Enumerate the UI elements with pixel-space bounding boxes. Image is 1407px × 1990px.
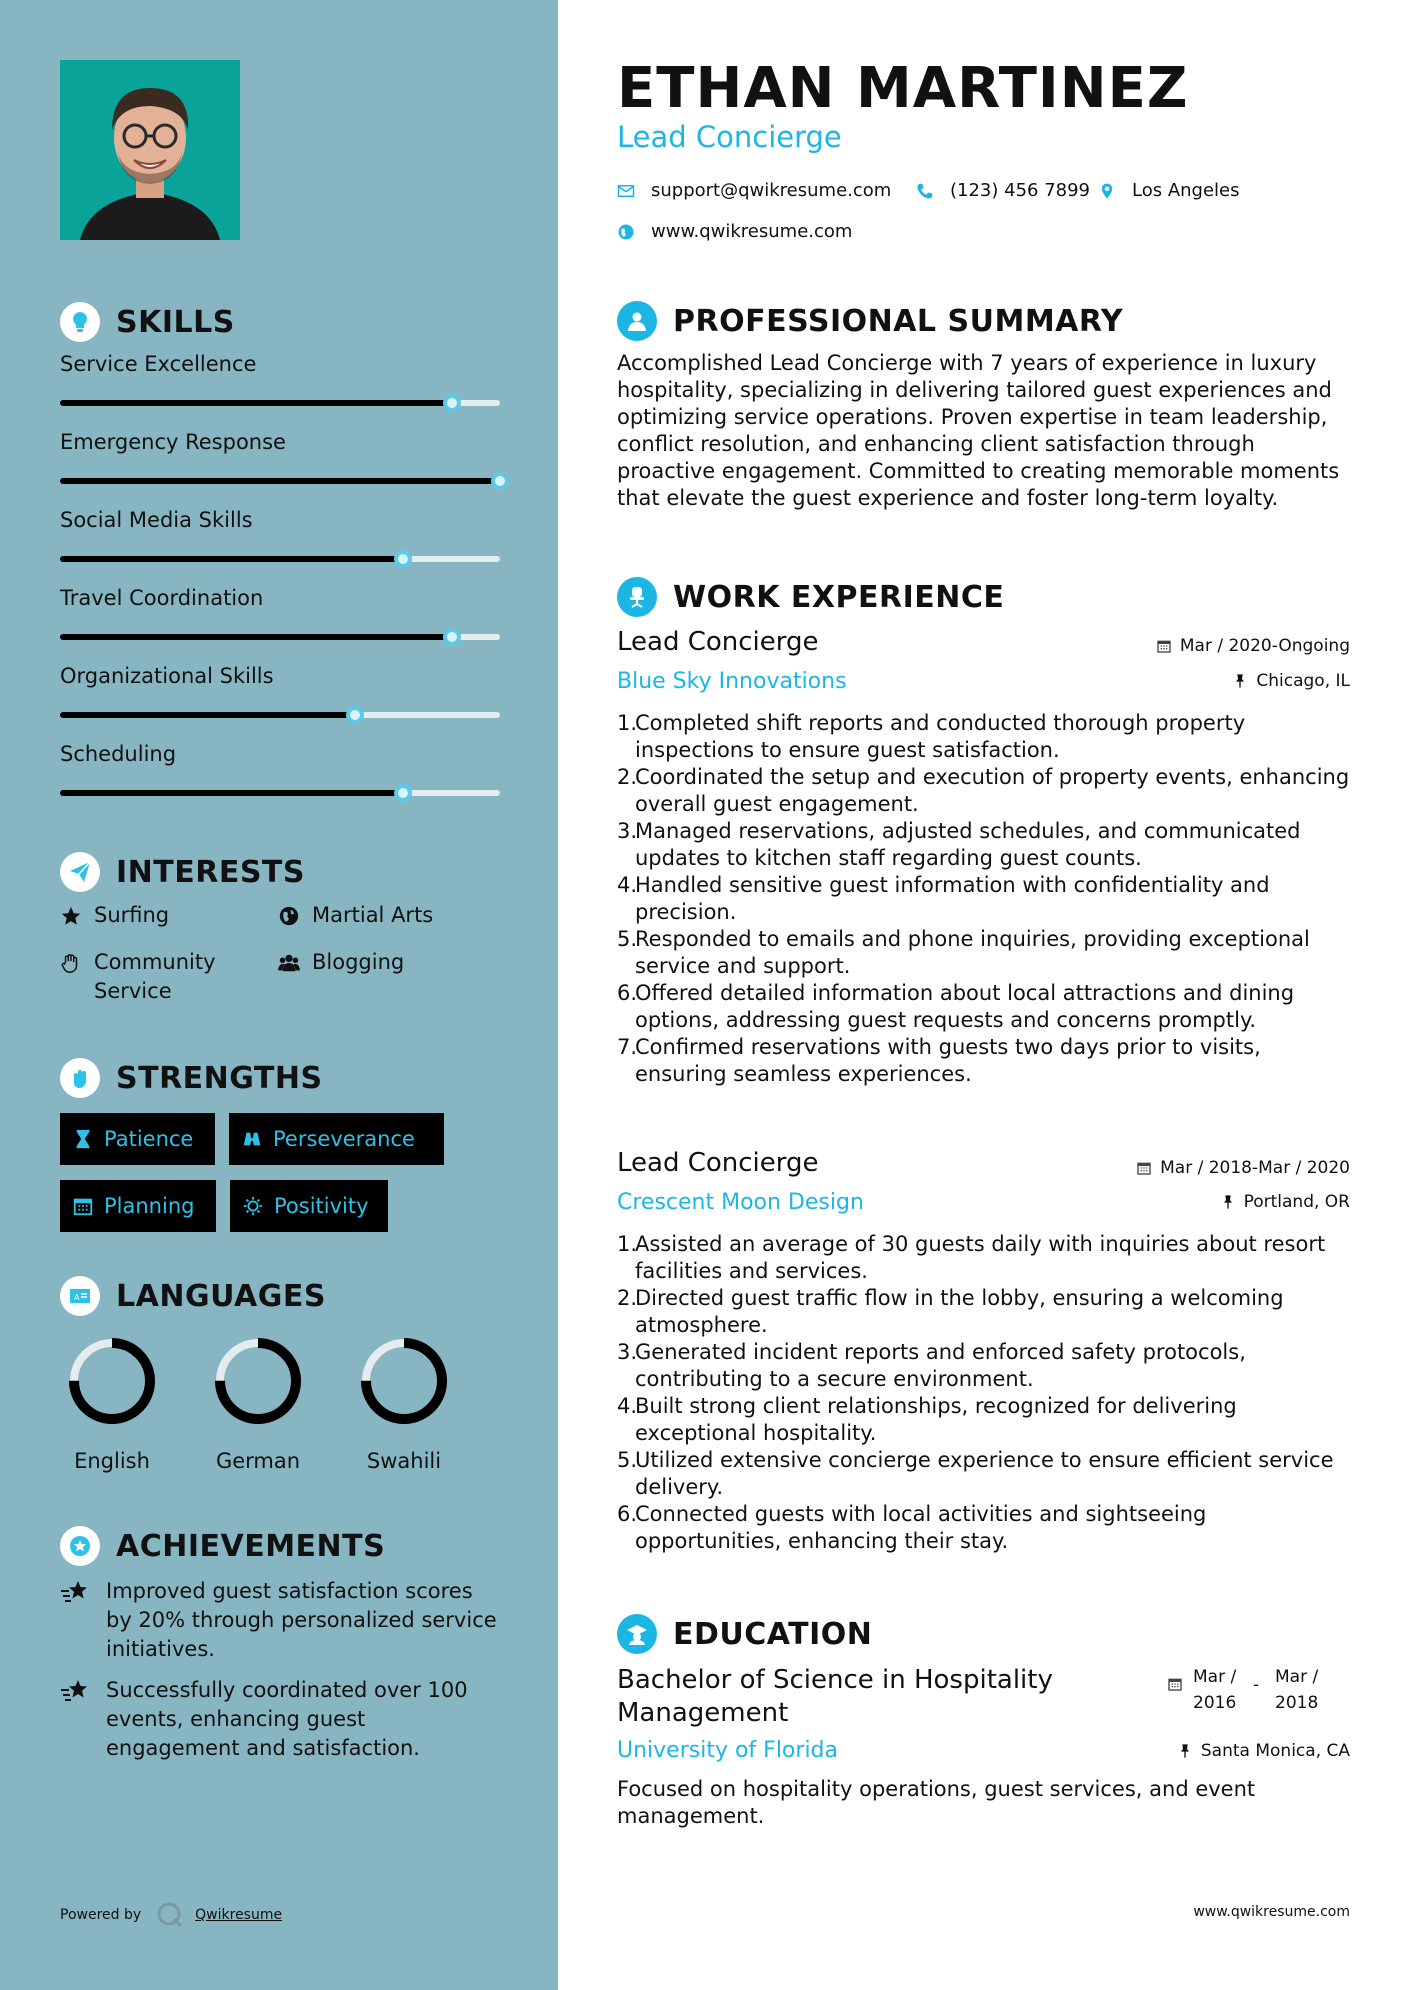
skill-knob (443, 628, 461, 646)
email-text: support@qwikresume.com (651, 180, 892, 201)
skill-item (60, 430, 500, 454)
interest-item (278, 950, 404, 974)
education-description: Focused on hospitality operations, guest services, and event management. (617, 1777, 1256, 1828)
experience-heading (617, 577, 1004, 617)
job-dates (1156, 636, 1350, 656)
education-school: University of Florida (617, 1738, 838, 1763)
achievement-item (60, 1577, 500, 1664)
achievement-text: Successfully coordinated over 100 events, enhancing guest engagement and satisfaction. (106, 1678, 468, 1760)
job-location-text: Portland, OR (1243, 1192, 1350, 1212)
strength-tag (229, 1113, 444, 1165)
calendar-icon (1167, 1676, 1183, 1692)
job-location-text: Chicago, IL (1256, 671, 1350, 691)
list-item: 1. Completed shift reports and conducted thorough property inspections to ensure guest satisfaction. (617, 711, 1246, 762)
globe-icon (617, 223, 635, 241)
list-item: 2. Coordinated the setup and execution of property events, enhancing overall guest engagement. (617, 765, 1350, 816)
envelope-icon (617, 182, 635, 200)
strength-label: Patience (104, 1127, 194, 1151)
job-dates-text: Mar / 2020-Ongoing (1179, 636, 1350, 656)
job-location (1220, 1192, 1350, 1212)
list-item: 4. Handled sensitive guest information with confidentiality and precision. (617, 873, 1270, 924)
contact-email[interactable] (617, 180, 891, 201)
job-dates-text: Mar / 2018-Mar / 2020 (1160, 1158, 1350, 1178)
list-item: 6. Connected guests with local activities and sightseeing opportunities, enhancing their stay. (617, 1502, 1207, 1553)
job-dates (1136, 1158, 1350, 1178)
interests-heading (60, 852, 305, 892)
language-item (203, 1335, 313, 1473)
interest-label: Surfing (94, 903, 170, 927)
sidebar (0, 0, 558, 1990)
footer-url[interactable]: www.qwikresume.com (1193, 1904, 1350, 1920)
language-ring (358, 1335, 450, 1427)
education-start: Mar / 2016 (1193, 1667, 1237, 1713)
binoculars-icon (241, 1128, 263, 1150)
skill-name: Organizational Skills (60, 664, 274, 688)
languages-title: LANGUAGES (116, 1278, 326, 1314)
education-location-text: Santa Monica, CA (1200, 1741, 1350, 1761)
strength-tag (60, 1113, 215, 1165)
experience-title: WORK EXPERIENCE (673, 579, 1005, 615)
office-chair-icon (617, 577, 657, 617)
skill-knob (394, 550, 412, 568)
languages-heading (60, 1276, 326, 1316)
education-location (1177, 1741, 1350, 1761)
powered-by (60, 1900, 282, 1930)
skill-bar (60, 478, 500, 484)
star-icon (60, 905, 82, 927)
fist-icon (60, 1058, 100, 1098)
strength-tag (60, 1180, 216, 1232)
job-company: Crescent Moon Design (617, 1190, 864, 1215)
job-company: Blue Sky Innovations (617, 669, 847, 694)
main-content (617, 0, 1350, 1990)
skill-item (60, 352, 500, 376)
profile-photo (60, 60, 240, 240)
interest-label: Blogging (312, 950, 405, 974)
location-text: Los Angeles (1132, 180, 1240, 201)
education-degree: Bachelor of Science in Hospitality Management (617, 1665, 1053, 1728)
job-title: Lead Concierge (617, 627, 819, 657)
education-end: Mar / 2018 (1275, 1667, 1319, 1713)
job-location (1232, 671, 1350, 691)
strength-tag (230, 1180, 388, 1232)
list-item: 6. Offered detailed information about local attractions and dining options, addressing guest requests and concerns promptly. (617, 981, 1295, 1032)
interest-label: Community Service (94, 950, 216, 1003)
hand-icon (60, 952, 82, 974)
strength-label: Perseverance (273, 1127, 415, 1151)
skill-bar (60, 712, 500, 718)
shooting-star-icon (60, 1579, 90, 1605)
qwikresume-logo-icon (155, 1900, 185, 1930)
language-name: English (74, 1449, 150, 1473)
language-item (57, 1335, 167, 1473)
svg-text:A: A (74, 1293, 80, 1302)
graduate-icon (617, 1614, 657, 1654)
brand-link[interactable]: Qwikresume (195, 1907, 283, 1923)
skill-knob (443, 394, 461, 412)
summary-title: PROFESSIONAL SUMMARY (673, 303, 1124, 339)
group-icon (278, 952, 300, 974)
map-pin-icon (1098, 182, 1116, 200)
date-separator: - (1253, 1675, 1260, 1695)
skill-name: Service Excellence (60, 352, 257, 376)
phone-text: (123) 456 7899 (950, 180, 1091, 201)
skill-name: Emergency Response (60, 430, 286, 454)
list-item: 3. Managed reservations, adjusted schedules, and communicated updates to kitchen staff regarding guest counts. (617, 819, 1301, 870)
calendar-icon (1156, 638, 1172, 654)
interest-item (60, 950, 260, 1006)
skill-knob (346, 706, 364, 724)
list-item: 5. Responded to emails and phone inquiries, providing exceptional service and support. (617, 927, 1310, 978)
interest-label: Martial Arts (312, 903, 434, 927)
language-name: German (215, 1449, 301, 1473)
achievement-item (60, 1676, 500, 1763)
website-text: www.qwikresume.com (651, 221, 853, 242)
achievements-title: ACHIEVEMENTS (116, 1528, 386, 1564)
language-ring (66, 1335, 158, 1427)
contact-phone[interactable] (916, 180, 1090, 201)
skill-item (60, 508, 500, 532)
strength-label: Positivity (274, 1194, 369, 1218)
list-item: 5. Utilized extensive concierge experience to ensure efficient service delivery. (617, 1448, 1334, 1499)
pushpin-icon (1177, 1743, 1193, 1759)
summary-heading (617, 301, 1123, 341)
contact-website[interactable] (617, 221, 852, 242)
user-icon (617, 301, 657, 341)
shooting-star-icon (60, 1678, 90, 1704)
lightbulb-icon (60, 302, 100, 342)
education-title: EDUCATION (673, 1616, 873, 1652)
paper-plane-icon (60, 852, 100, 892)
interest-item (60, 903, 169, 927)
sun-icon (242, 1195, 264, 1217)
language-ring (212, 1335, 304, 1427)
language-item (349, 1335, 459, 1473)
skill-item (60, 586, 500, 610)
pushpin-icon (1220, 1194, 1236, 1210)
job-duties (617, 710, 1350, 1088)
education-dates (1167, 1664, 1335, 1716)
list-item: 7. Confirmed reservations with guests two days prior to visits, ensuring seamless experiences. (617, 1035, 1261, 1086)
candidate-role: Lead Concierge (617, 120, 842, 154)
skill-knob (394, 784, 412, 802)
list-item: 1. Assisted an average of 30 guests daily with inquiries about resort facilities and services. (617, 1232, 1326, 1283)
skill-knob (491, 472, 509, 490)
interest-item (278, 903, 433, 927)
achievements-heading (60, 1526, 385, 1566)
contact-location (1098, 180, 1240, 201)
calendar-icon (72, 1195, 94, 1217)
achievement-text: Improved guest satisfaction scores by 20% through personalized service initiatives. (106, 1579, 497, 1661)
skill-name: Social Media Skills (60, 508, 253, 532)
job-title: Lead Concierge (617, 1148, 819, 1178)
skill-bar (60, 556, 500, 562)
globe-icon (278, 905, 300, 927)
strengths-heading (60, 1058, 323, 1098)
job-duties (617, 1231, 1350, 1555)
list-item: 2. Directed guest traffic flow in the lobby, ensuring a welcoming atmosphere. (617, 1286, 1284, 1337)
skills-title: SKILLS (116, 304, 235, 340)
candidate-name: ETHAN MARTINEZ (617, 56, 1189, 121)
skill-name: Travel Coordination (60, 586, 264, 610)
strengths-title: STRENGTHS (116, 1060, 323, 1096)
hourglass-icon (72, 1128, 94, 1150)
education-heading (617, 1614, 872, 1654)
language-card-icon (60, 1276, 100, 1316)
skill-item (60, 664, 500, 688)
strength-label: Planning (104, 1194, 195, 1218)
phone-icon (916, 182, 934, 200)
list-item: 4. Built strong client relationships, recognized for delivering exceptional hospitality. (617, 1394, 1237, 1445)
skill-bar (60, 790, 500, 796)
list-item: 3. Generated incident reports and enforced safety protocols, contributing to a secure environment. (617, 1340, 1246, 1391)
language-name: Swahili (366, 1449, 442, 1473)
calendar-icon (1136, 1160, 1152, 1176)
pushpin-icon (1232, 673, 1248, 689)
skills-heading (60, 302, 235, 342)
powered-by-label: Powered by (60, 1907, 142, 1923)
medal-star-icon (60, 1526, 100, 1566)
skill-name: Scheduling (60, 742, 177, 766)
skill-item (60, 742, 500, 766)
interests-title: INTERESTS (116, 854, 305, 890)
summary-text: Accomplished Lead Concierge with 7 years of experience in luxury hospitality, specializing in delivering tailored guest experiences and optimizing service operations. Proven expertise in team leadership, conflict resolution, and enhancing client satisfaction through proactive engagement. Committed to creating memorable moments that elevate the guest experience and foster long-term loyalty. (617, 351, 1340, 510)
skill-bar (60, 400, 500, 406)
skill-bar (60, 634, 500, 640)
